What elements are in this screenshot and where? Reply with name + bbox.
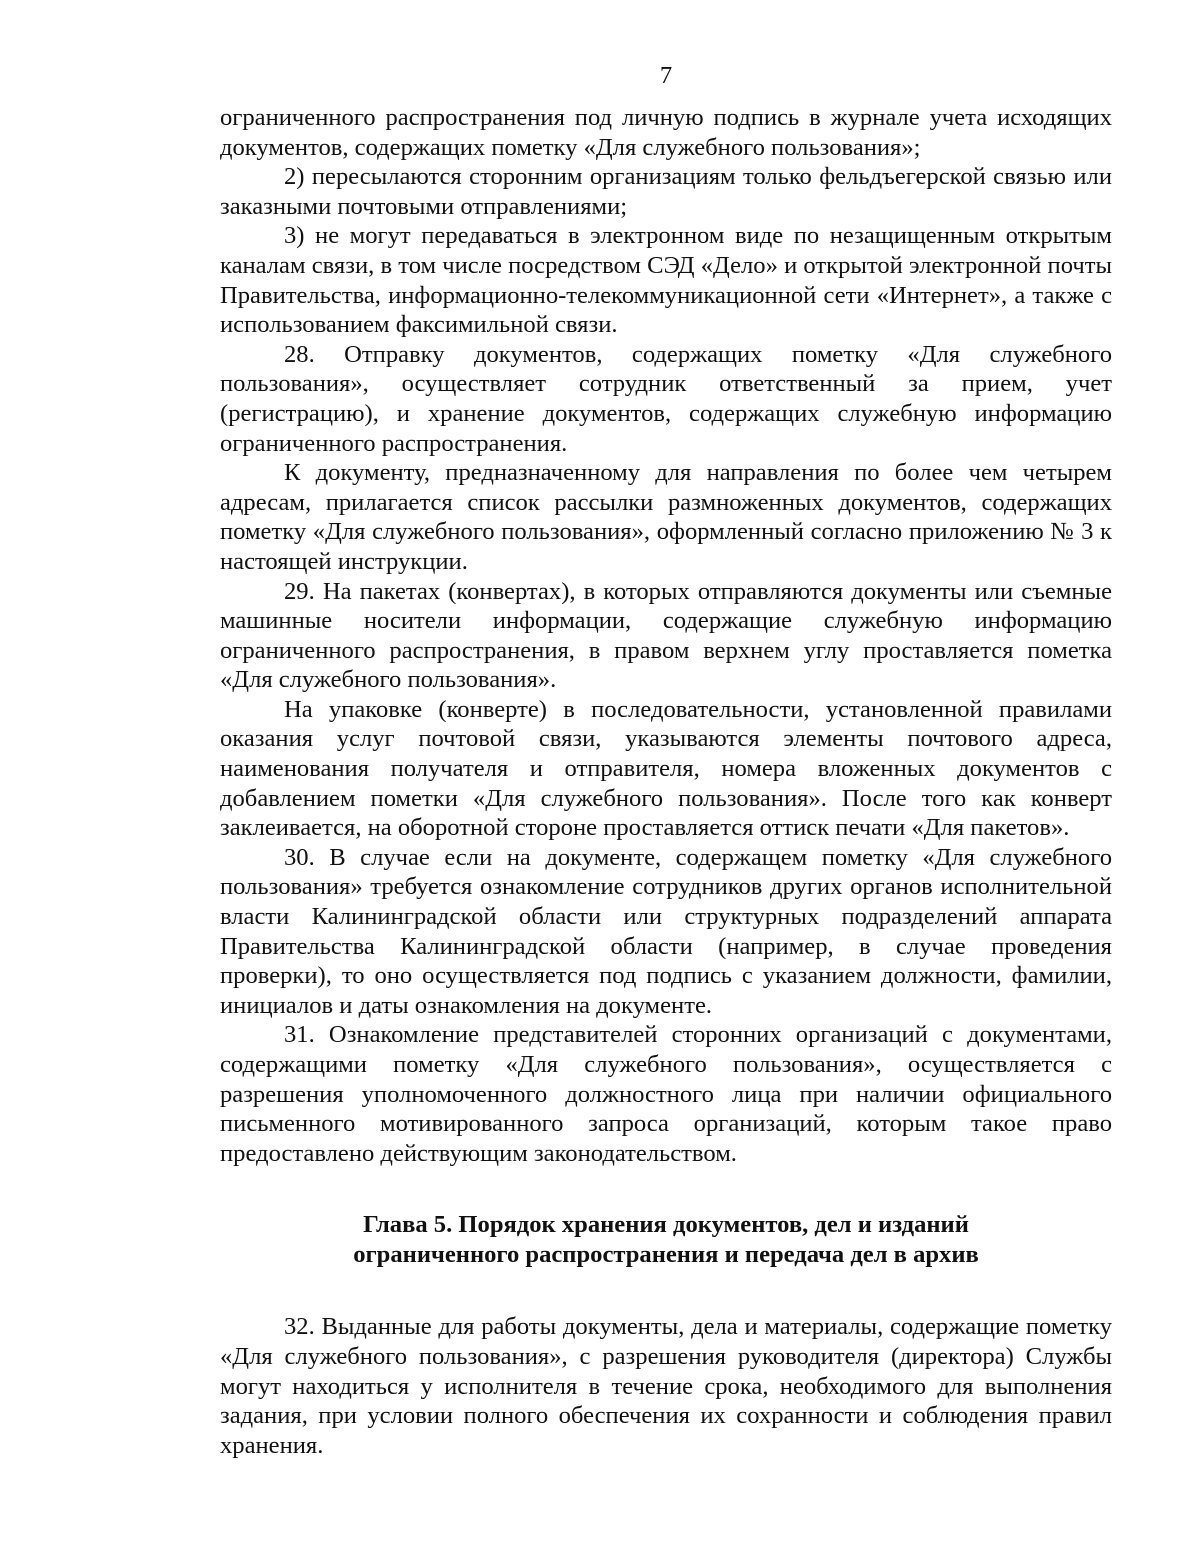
chapter-heading-line-1: Глава 5. Порядок хранения документов, дел и изданий bbox=[363, 1211, 969, 1239]
page-number: 7 bbox=[659, 62, 673, 89]
chapter-heading-line-2: ограниченного распространения и передача дел в архив bbox=[353, 1241, 979, 1269]
paragraph-32: 32. Выданные для работы документы, дела и материалы, содержащие пометку «Для служебного пользования», с разрешения руководителя (директора) Службы могут находиться у исполнителя в течение срока, необходимого для выполнения задания, при условии полного обеспечения их сохранности и соблюдения правил хранения. bbox=[220, 1313, 1112, 1459]
paragraph-item-3: 3) не могут передаваться в электронном виде по незащищенным открытым каналам связи, в том числе посредством СЭД «Дело» и открытой электронной почты Правительства, информационно-телекоммуникационной сети «Интернет», а также с использованием факсимильной связи. bbox=[220, 222, 1112, 339]
paragraph-30: 30. В случае если на документе, содержащем пометку «Для служебного пользования» требуется ознакомление сотрудников других органов исполнительной власти Калининградской области или структурных подразделений аппарата Правительства Калининградской области (например, в случае проведения проверки), то оно осуществляется под подпись с указанием должности, фамилии, инициалов и даты ознакомления на документе. bbox=[220, 843, 1112, 1019]
paragraph-28: 28. Отправку документов, содержащих пометку «Для служебного пользования», осуществляет сотрудник ответственный за прием, учет (регистрацию), и хранение документов, содержащих служебную информацию ограниченного распространения. bbox=[220, 340, 1112, 457]
chapter-heading bbox=[220, 1210, 1112, 1270]
paragraph-29-packaging: На упаковке (конверте) в последовательности, установленной правилами оказания услуг почтовой связи, указываются элементы почтового адреса, наименования получателя и отправителя, номера вложенных документов с добавлением пометки «Для служебного пользования». После того как конверт заклеивается, на оборотной стороне проставляется оттиск печати «Для пакетов». bbox=[220, 695, 1112, 842]
document-page bbox=[220, 62, 1112, 1460]
paragraph-29: 29. На пакетах (конвертах), в которых отправляются документы или съемные машинные носители информации, содержащие служебную информацию ограниченного распространения, в правом верхнем углу проставляется пометка «Для служебного пользования». bbox=[220, 577, 1112, 694]
paragraph-28-distribution: К документу, предназначенному для направления по более чем четырем адресам, прилагается список рассылки размноженных документов, содержащих пометку «Для служебного пользования», оформленный согласно приложению № 3 к настоящей инструкции. bbox=[220, 459, 1112, 575]
paragraph-continuation: ограниченного распространения под личную подпись в журнале учета исходящих документов, содержащих пометку «Для служебного пользования»; bbox=[220, 104, 1112, 161]
paragraph-31: 31. Ознакомление представителей сторонних организаций с документами, содержащими пометку «Для служебного пользования», осуществляется с разрешения уполномоченного должностного лица при наличии официального письменного мотивированного запроса организаций, которым такое право предоставлено действующим законодательством. bbox=[220, 1021, 1112, 1167]
paragraph-item-2: 2) пересылаются сторонним организациям только фельдъегерской связью или заказными почтовыми отправлениями; bbox=[220, 163, 1112, 220]
